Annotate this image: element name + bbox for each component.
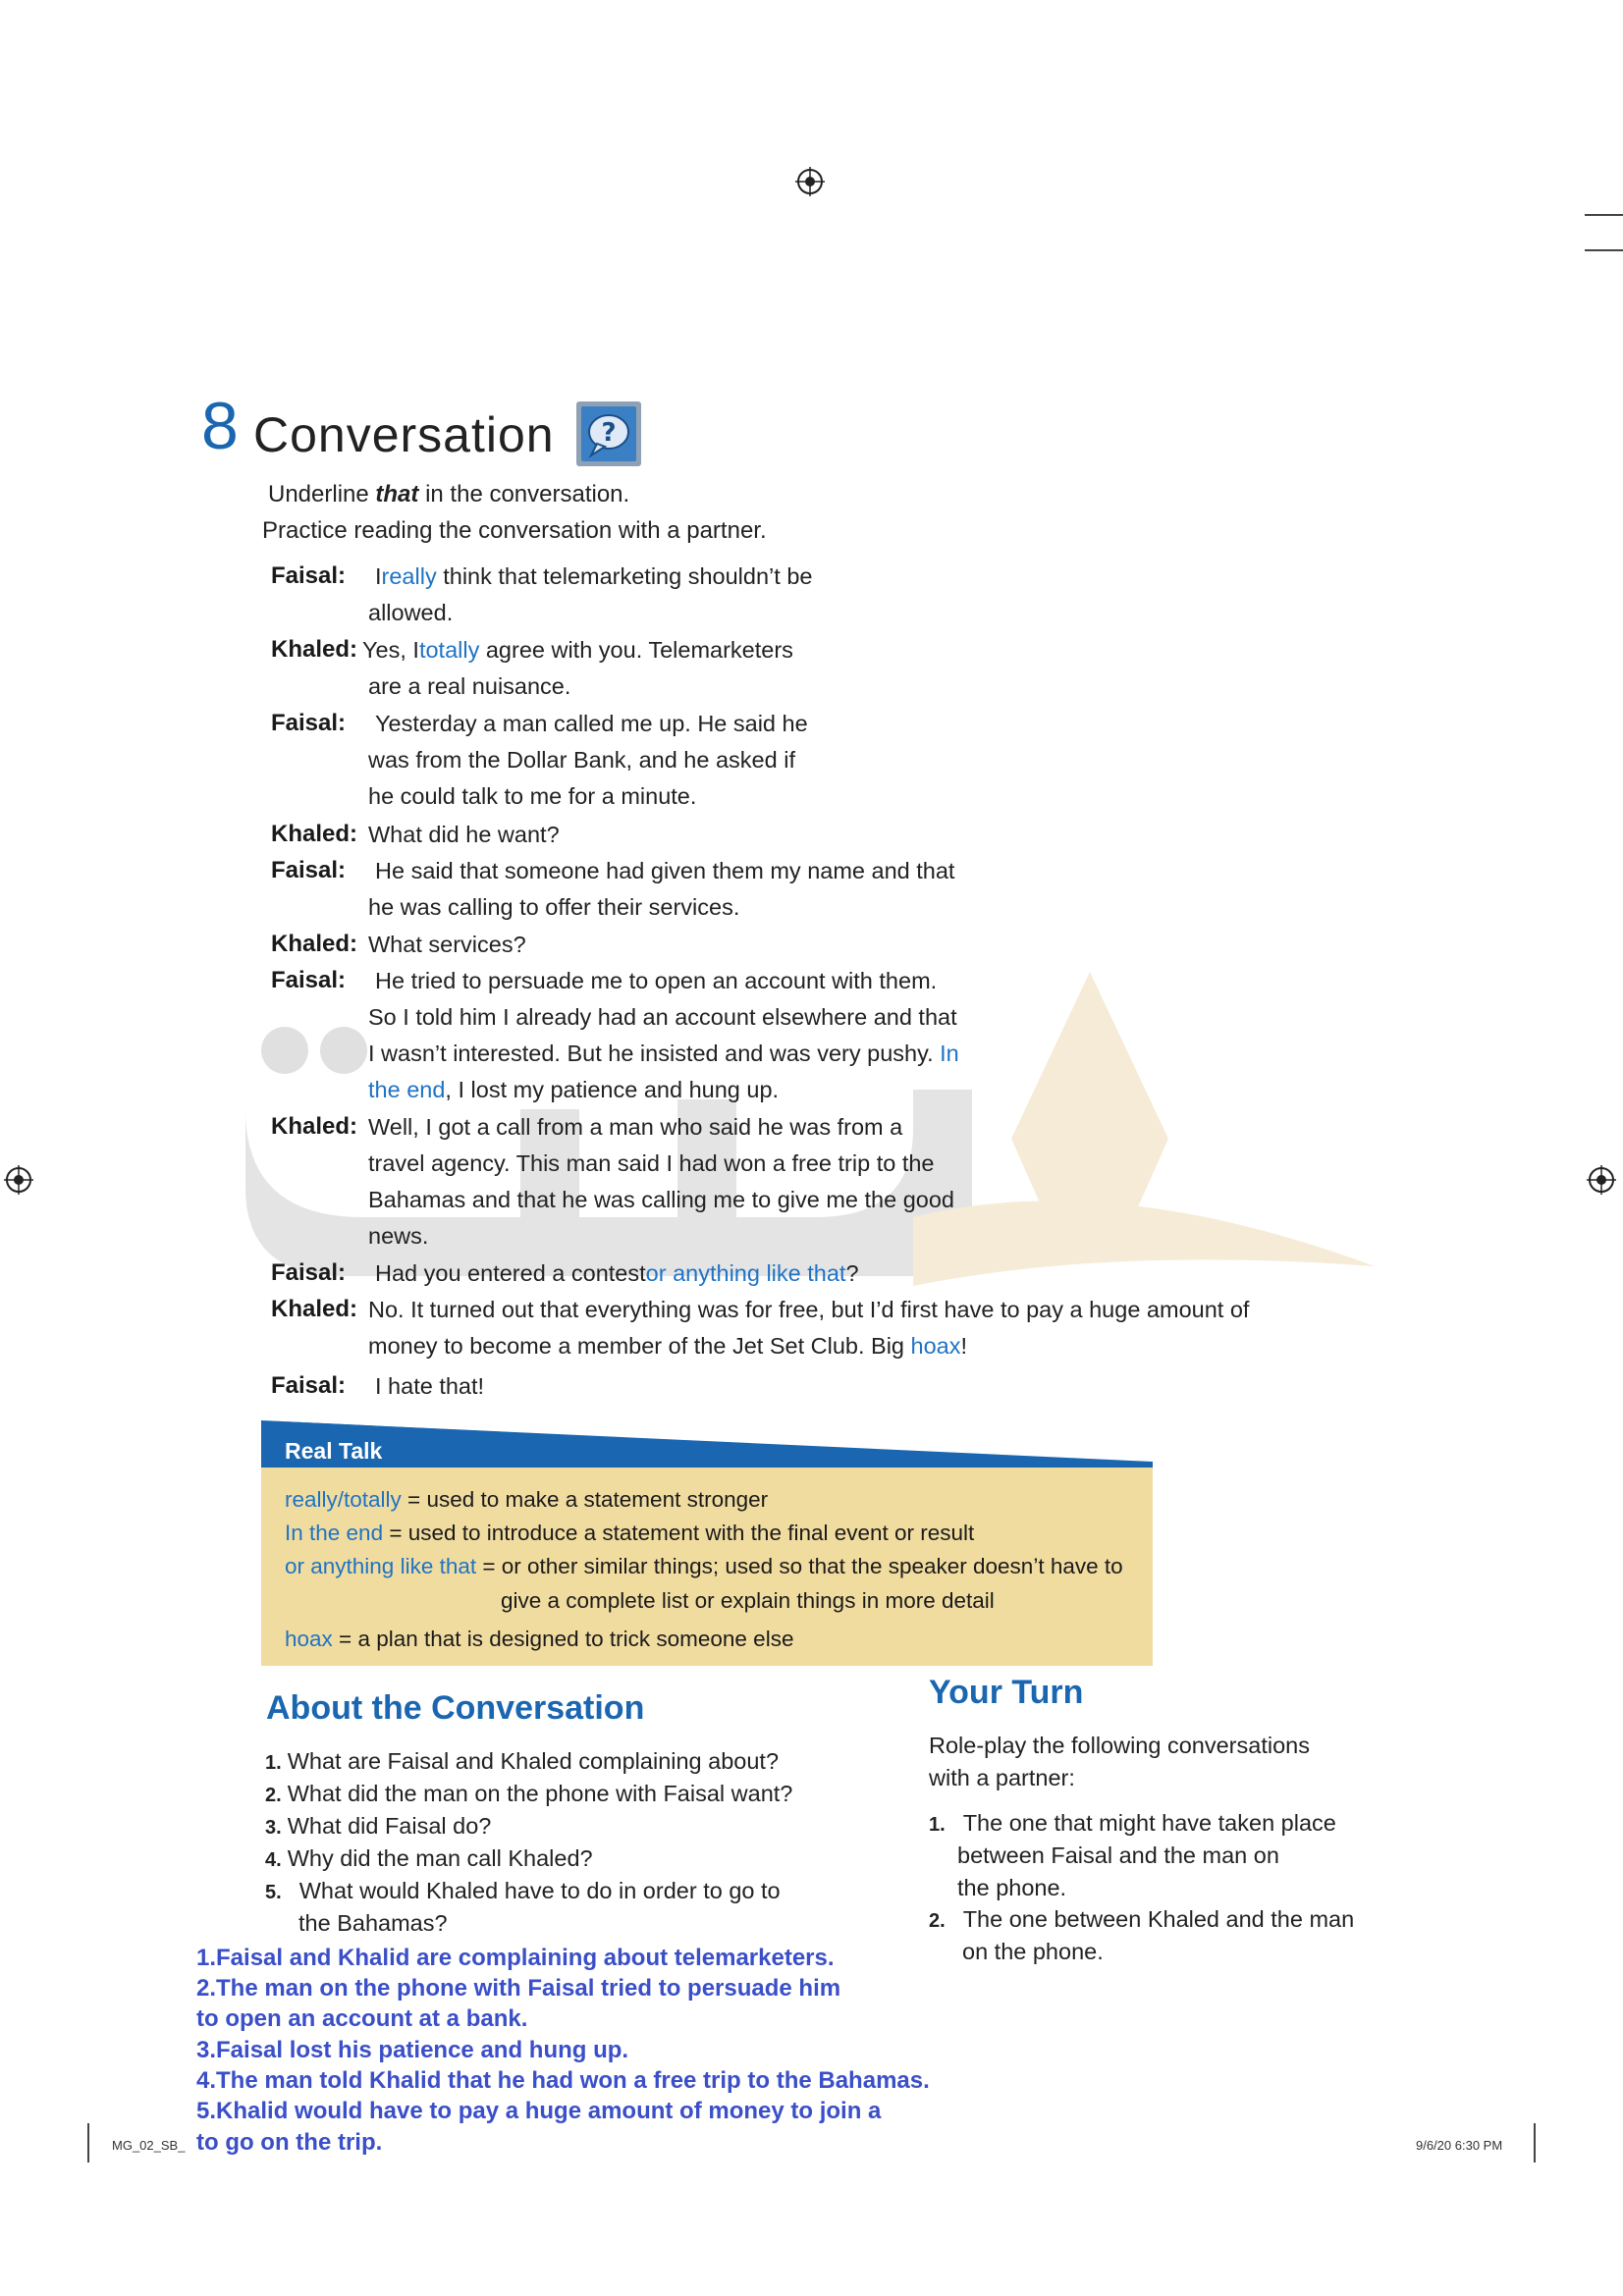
dialogue-line: Well, I got a call from a man who said he was from a (368, 1114, 903, 1140)
speaker-label: Khaled: (271, 1113, 358, 1140)
dialogue-line: the end, I lost my patience and hung up. (368, 1077, 780, 1102)
dialogue-line: I hate that! (375, 1373, 485, 1399)
dialogue-line: He said that someone had given them my name and that (375, 858, 955, 883)
real-talk-header: Real Talk (285, 1438, 383, 1464)
speaker-label: Faisal: (271, 562, 347, 589)
your-turn-item-line: the phone. (957, 1875, 1067, 1900)
your-turn-heading: Your Turn (929, 1674, 1084, 1711)
footer-slug-right: 9/6/20 6:30 PM (1416, 2138, 1503, 2153)
crop-mark (87, 2123, 89, 2163)
instruction-underline: Underline that in the conversation. (268, 481, 630, 507)
answer-line: 3.Faisal lost his patience and hung up. (196, 2037, 629, 2063)
crop-mark (1585, 249, 1623, 251)
section-number: 8 (201, 389, 239, 463)
speaker-label: Faisal: (271, 857, 347, 883)
dialogue-line: he was calling to offer their services. (368, 894, 740, 920)
svg-text:?: ? (601, 418, 617, 448)
dialogue-line: he could talk to me for a minute. (368, 783, 697, 809)
dialogue-line: No. It turned out that everything was for free, but I’d first have to pay a huge amount of (368, 1297, 1250, 1322)
section-title: Conversation (253, 407, 555, 462)
speaker-label: Faisal: (271, 1259, 347, 1286)
dialogue-line: What did he want? (368, 822, 560, 847)
answer-line: 1.Faisal and Khalid are complaining about telemarketers. (196, 1945, 835, 1971)
speaker-label: Khaled: (271, 931, 358, 957)
your-turn-item-line: on the phone. (962, 1939, 1104, 1964)
dialogue-line: What services? (368, 932, 526, 957)
crop-mark (1534, 2123, 1536, 2163)
answer-line: 2.The man on the phone with Faisal tried to persuade him (196, 1975, 841, 2002)
answer-line: to go on the trip. (196, 2129, 383, 2156)
dialogue-line: travel agency. This man said I had won a free trip to the (368, 1150, 935, 1176)
question-item: 3. What did Faisal do? (265, 1813, 492, 1839)
dialogue-line: Yesterday a man called me up. He said he (375, 711, 808, 736)
speaker-label: Faisal: (271, 1372, 347, 1399)
dialogue-line: Ireally think that telemarketing shouldn’t be (375, 563, 813, 589)
question-item: 1. What are Faisal and Khaled complaining about? (265, 1748, 780, 1774)
answer-line: 5.Khalid would have to pay a huge amount of money to join a (196, 2098, 882, 2124)
dialogue-line: So I told him I already had an account elsewhere and that (368, 1004, 957, 1030)
dialogue-line: He tried to persuade me to open an account with them. (375, 968, 938, 993)
real-talk-entry: really/totally = used to make a statement stronger (285, 1487, 769, 1512)
your-turn-intro: Role-play the following conversations (929, 1733, 1310, 1758)
footer-slug-left: MG_02_SB_ (112, 2138, 186, 2153)
your-turn-item-line: between Faisal and the man on (957, 1842, 1279, 1868)
dialogue-line: I wasn’t interested. But he insisted and was very pushy. In (368, 1041, 959, 1066)
speaker-label: Khaled: (271, 821, 358, 847)
instruction-practice: Practice reading the conversation with a partner. (262, 517, 767, 544)
real-talk-entry: hoax = a plan that is designed to trick someone else (285, 1627, 794, 1651)
dialogue-line: are a real nuisance. (368, 673, 571, 699)
dialogue-line: money to become a member of the Jet Set Club. Big hoax! (368, 1333, 968, 1359)
registration-mark-left (4, 1165, 33, 1195)
dialogue-line: Bahamas and that he was calling me to give me the good (368, 1187, 955, 1212)
real-talk-entry: In the end = used to introduce a statement with the final event or result (285, 1521, 975, 1545)
real-talk-entry-continuation: give a complete list or explain things in more detail (501, 1588, 995, 1613)
registration-mark-top (795, 167, 825, 196)
question-bubble-icon (575, 400, 642, 467)
dialogue-line: news. (368, 1223, 429, 1249)
your-turn-item: 2. The one between Khaled and the man (929, 1906, 1355, 1932)
speaker-label: Khaled: (271, 1296, 358, 1322)
speaker-label: Faisal: (271, 967, 347, 993)
speaker-label: Faisal: (271, 710, 347, 736)
dialogue-line: allowed. (368, 600, 454, 625)
dialogue-line: was from the Dollar Bank, and he asked if (368, 747, 795, 773)
dialogue-line: Yes, Itotally agree with you. Telemarketers (362, 637, 793, 663)
question-continuation: the Bahamas? (298, 1910, 448, 1936)
about-heading: About the Conversation (266, 1689, 645, 1727)
question-item: 4. Why did the man call Khaled? (265, 1845, 593, 1871)
answer-line: to open an account at a bank. (196, 2005, 528, 2032)
question-item: 2. What did the man on the phone with Faisal want? (265, 1781, 793, 1806)
real-talk-entry: or anything like that = or other similar things; used so that the speaker doesn’t have to (285, 1554, 1123, 1578)
dialogue-line: Had you entered a contestor anything like that? (375, 1260, 859, 1286)
question-item: 5. What would Khaled have to do in order to go to (265, 1878, 781, 1903)
registration-mark-right (1587, 1165, 1616, 1195)
your-turn-item: 1. The one that might have taken place (929, 1810, 1336, 1836)
speaker-label: Khaled: (271, 636, 358, 663)
crop-mark (1585, 214, 1623, 216)
answer-line: 4.The man told Khalid that he had won a free trip to the Bahamas. (196, 2067, 930, 2094)
your-turn-intro: with a partner: (929, 1765, 1075, 1790)
